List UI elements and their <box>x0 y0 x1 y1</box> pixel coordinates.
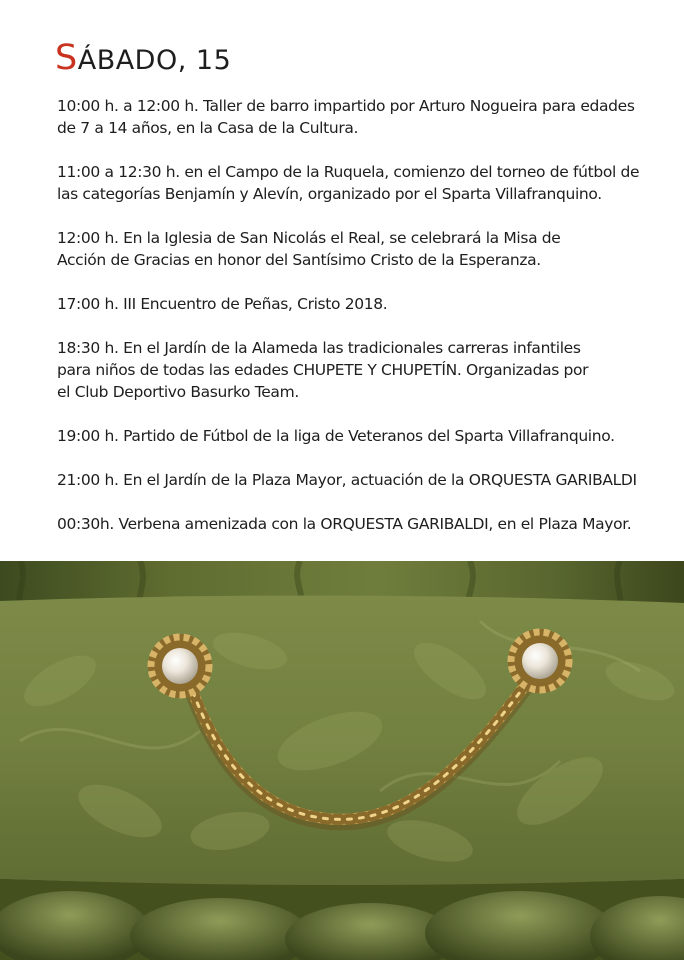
event-line: las categorías Benjamín y Alevín, organizado por el Sparta Villafranquino. <box>57 185 602 203</box>
event-item <box>57 95 677 139</box>
event-item <box>57 227 677 271</box>
event-list <box>57 95 677 557</box>
green-fabric-photo <box>0 561 684 960</box>
event-line: 00:30h. Verbena amenizada con la ORQUESTA GARIBALDI, en el Plaza Mayor. <box>57 515 632 533</box>
event-item <box>57 425 677 447</box>
event-item <box>57 293 677 315</box>
event-line: de 7 a 14 años, en la Casa de la Cultura. <box>57 119 359 137</box>
event-line: 21:00 h. En el Jardín de la Plaza Mayor, actuación de la ORQUESTA GARIBALDI <box>57 471 637 489</box>
event-item <box>57 337 677 403</box>
heading-rest: ÁBADO, 15 <box>77 45 232 76</box>
pearl-button-icon <box>508 629 572 693</box>
event-line: 10:00 h. a 12:00 h. Taller de barro impartido por Arturo Nogueira para edades <box>57 97 635 115</box>
day-heading <box>55 38 231 78</box>
pearl-button-icon <box>148 634 212 698</box>
event-line: para niños de todas las edades CHUPETE Y CHUPETÍN. Organizadas por <box>57 361 589 379</box>
event-line: 17:00 h. III Encuentro de Peñas, Cristo 2018. <box>57 295 388 313</box>
event-line: el Club Deportivo Basurko Team. <box>57 383 299 401</box>
event-line: 18:30 h. En el Jardín de la Alameda las tradicionales carreras infantiles <box>57 339 581 357</box>
event-item <box>57 469 677 491</box>
event-line: 19:00 h. Partido de Fútbol de la liga de Veteranos del Sparta Villafranquino. <box>57 427 615 445</box>
event-line: Acción de Gracias en honor del Santísimo Cristo de la Esperanza. <box>57 251 541 269</box>
event-item <box>57 513 677 535</box>
event-line: 12:00 h. En la Iglesia de San Nicolás el Real, se celebrará la Misa de <box>57 229 561 247</box>
event-item <box>57 161 677 205</box>
heading-initial: S <box>55 38 78 78</box>
event-line: 11:00 a 12:30 h. en el Campo de la Ruquela, comienzo del torneo de fútbol de <box>57 163 640 181</box>
